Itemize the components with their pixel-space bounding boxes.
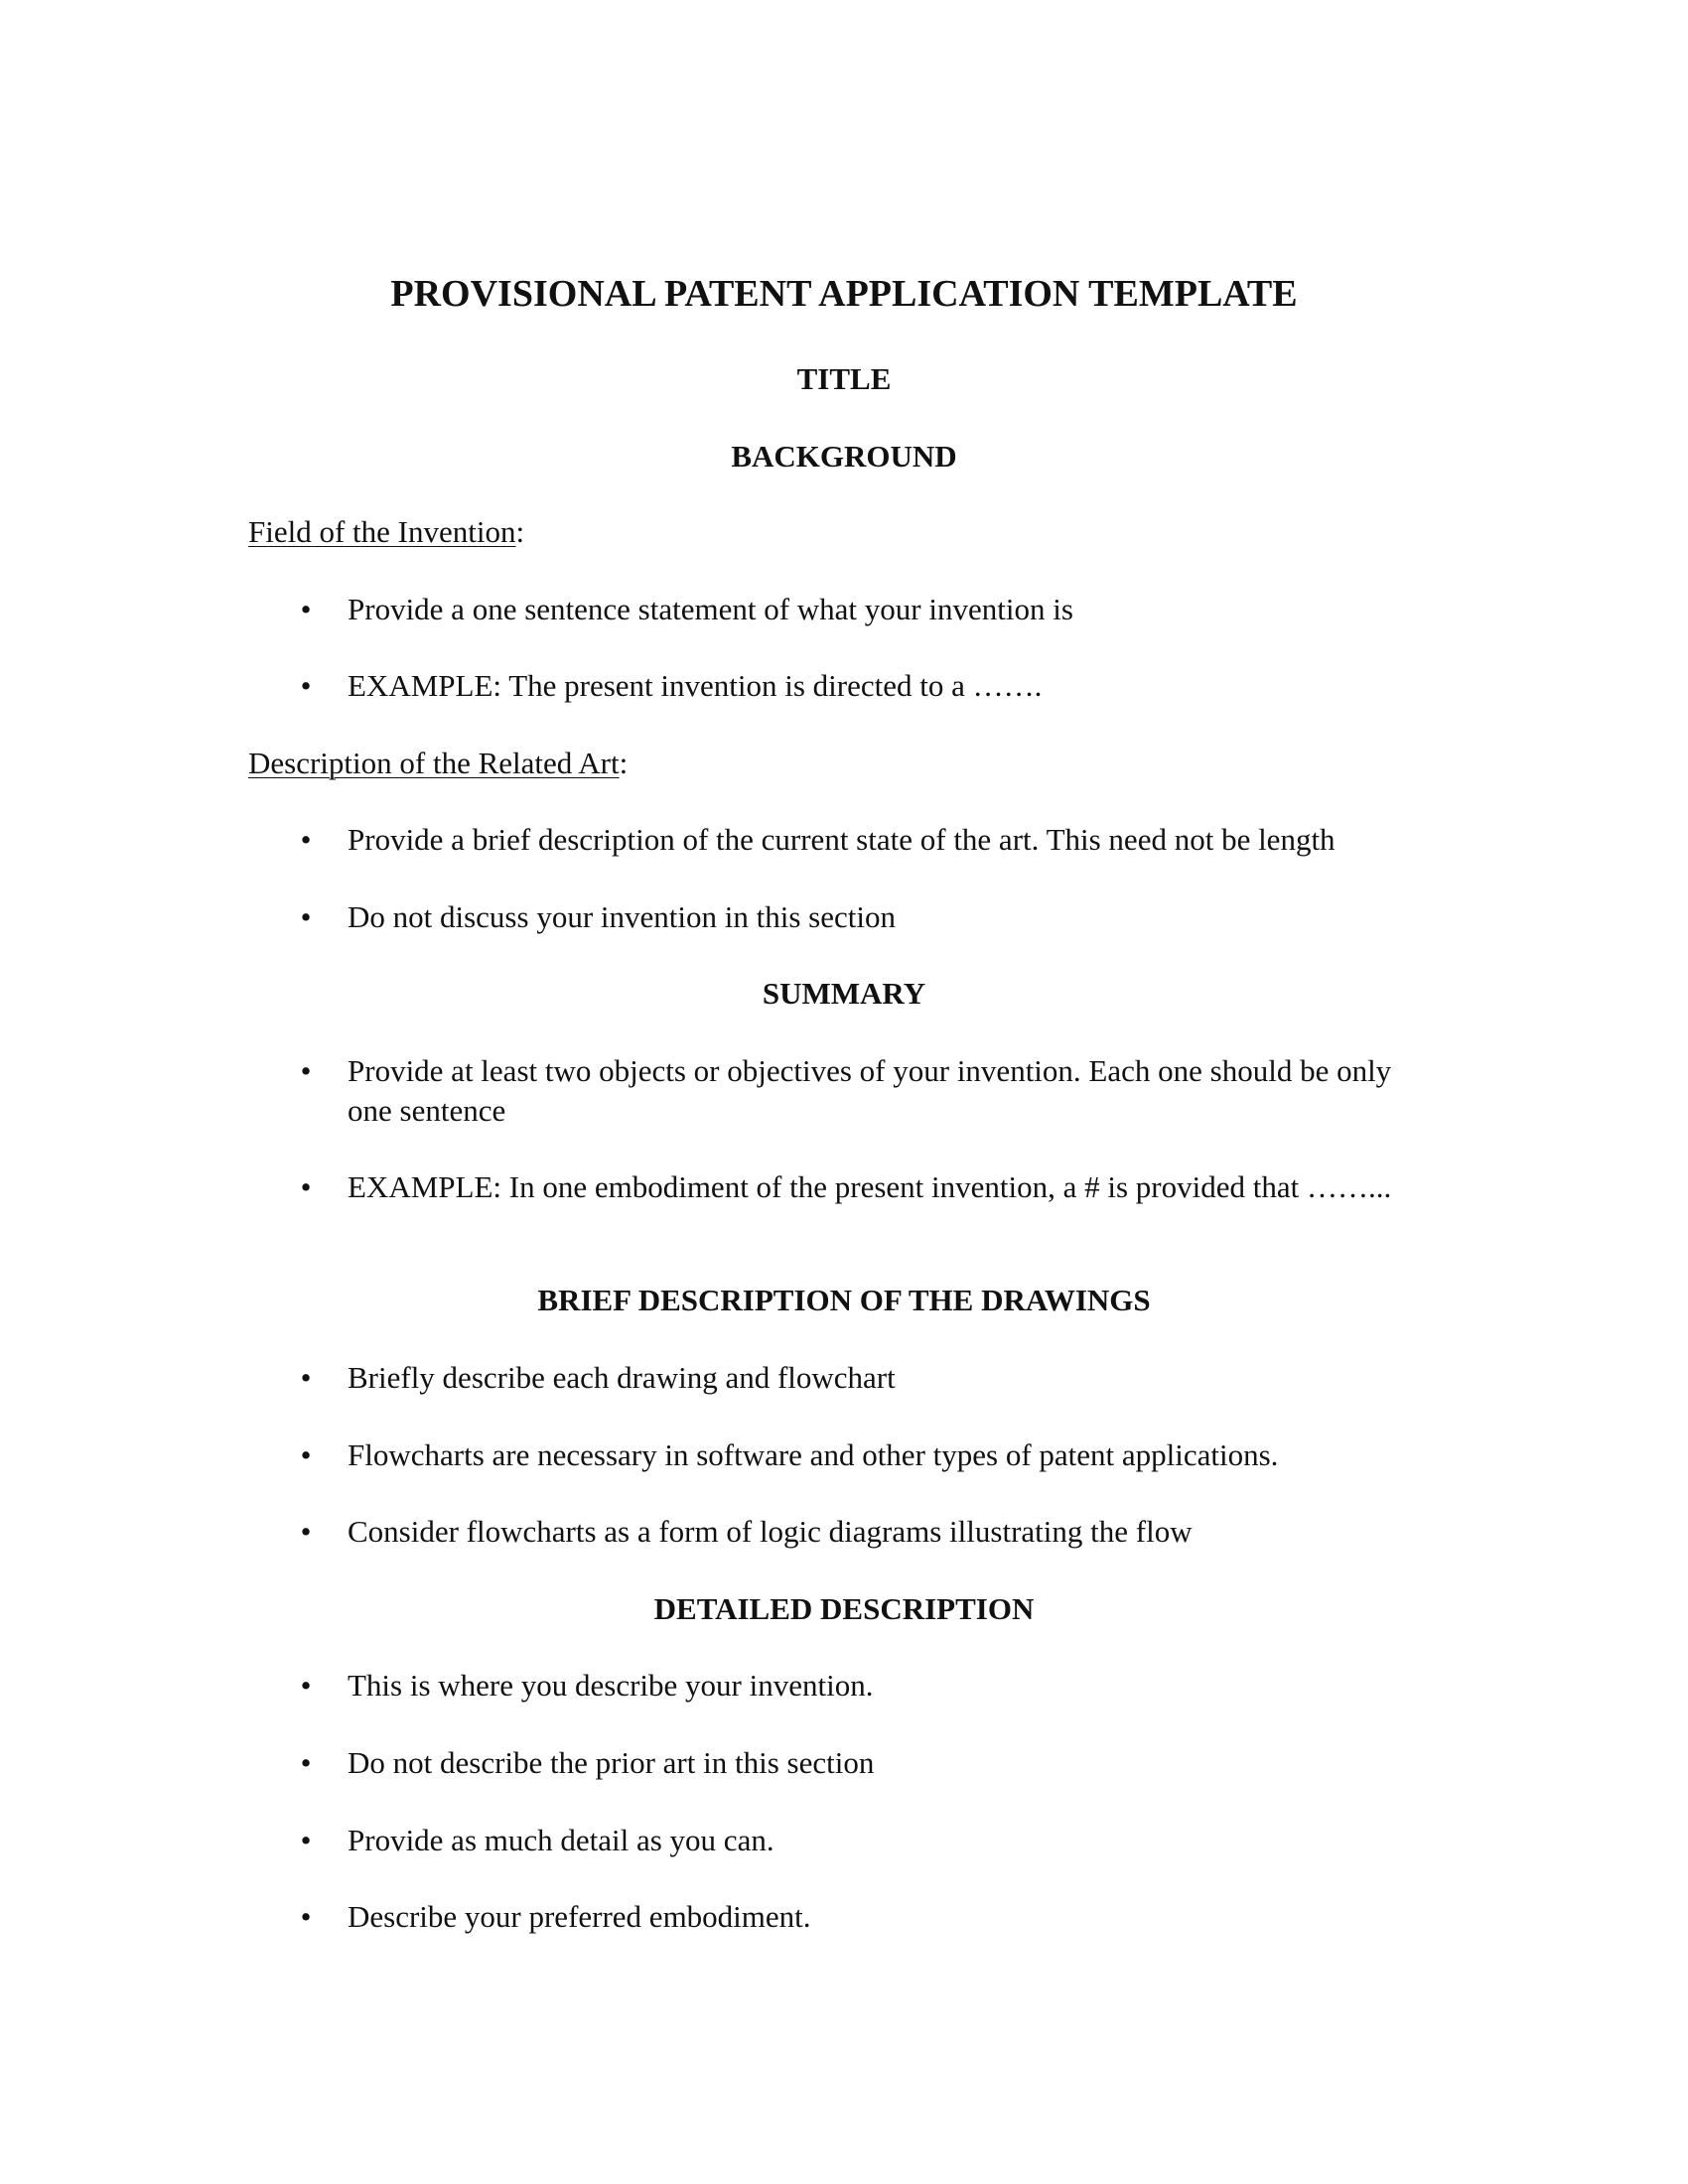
bullet-dot: • <box>300 1745 312 1780</box>
bullet-text: This is where you describe your invention. <box>348 1668 874 1703</box>
bullet-dot: • <box>300 822 312 857</box>
bullet-item <box>296 1512 1428 1552</box>
bullet-dot: • <box>300 1899 312 1934</box>
bullet-dot: • <box>300 592 312 626</box>
subheading-field-of-invention <box>248 512 524 552</box>
bullet-item <box>296 1897 1428 1937</box>
bullet-item <box>296 1167 1428 1207</box>
section-heading-title: TITLE <box>796 361 892 396</box>
bullet-dot: • <box>300 1514 312 1549</box>
section-heading-drawings: BRIEF DESCRIPTION OF THE DRAWINGS <box>537 1283 1151 1317</box>
bullet-dot: • <box>300 1053 312 1088</box>
subheading-field-colon: : <box>515 514 525 549</box>
bullet-dot: • <box>300 899 312 934</box>
bullet-text: EXAMPLE: The present invention is directed to a ……. <box>348 668 1043 703</box>
bullet-item <box>296 590 1428 629</box>
subheading-field-label: Field of the Invention <box>248 514 516 549</box>
bullet-text: Provide a brief description of the current state of the art. This need not be length <box>348 822 1336 857</box>
bullet-text: Briefly describe each drawing and flowchart <box>348 1360 896 1395</box>
section-heading-background: BACKGROUND <box>731 439 957 474</box>
bullet-item <box>296 666 1428 706</box>
bullet-dot: • <box>300 668 312 703</box>
bullet-dot: • <box>300 1668 312 1703</box>
bullet-item <box>296 1358 1428 1398</box>
bullet-item <box>296 1743 1428 1783</box>
subheading-related-art <box>248 744 628 783</box>
bullet-item <box>296 1666 1428 1706</box>
section-heading-detailed: DETAILED DESCRIPTION <box>653 1591 1035 1626</box>
bullet-dot: • <box>300 1437 312 1472</box>
bullet-text: Consider flowcharts as a form of logic diagrams illustrating the flow <box>348 1514 1193 1549</box>
bullet-text: Flowcharts are necessary in software and other types of patent applications. <box>348 1437 1279 1472</box>
bullet-dot: • <box>300 1360 312 1395</box>
bullet-dot: • <box>300 1823 312 1857</box>
bullet-text: Describe your preferred embodiment. <box>348 1899 811 1934</box>
bullet-item <box>296 1051 1428 1131</box>
bullet-item <box>296 1821 1428 1860</box>
section-heading-summary: SUMMARY <box>762 976 926 1011</box>
bullet-text: EXAMPLE: In one embodiment of the present invention, a # is provided that ……... <box>348 1169 1392 1204</box>
subheading-related-art-label: Description of the Related Art <box>248 746 620 780</box>
subheading-related-art-colon: : <box>619 746 629 780</box>
bullet-item <box>296 820 1428 860</box>
bullet-item <box>296 897 1428 937</box>
bullet-dot: • <box>300 1169 312 1204</box>
bullet-text: Do not describe the prior art in this section <box>348 1745 875 1780</box>
bullet-text: Provide at least two objects or objectives of your invention. Each one should be only one sentence <box>348 1053 1392 1128</box>
document-title: PROVISIONAL PATENT APPLICATION TEMPLATE <box>390 273 1298 315</box>
bullet-text: Do not discuss your invention in this section <box>348 899 896 934</box>
bullet-text: Provide a one sentence statement of what your invention is <box>348 592 1073 626</box>
bullet-item <box>296 1435 1428 1475</box>
bullet-text: Provide as much detail as you can. <box>348 1823 774 1857</box>
